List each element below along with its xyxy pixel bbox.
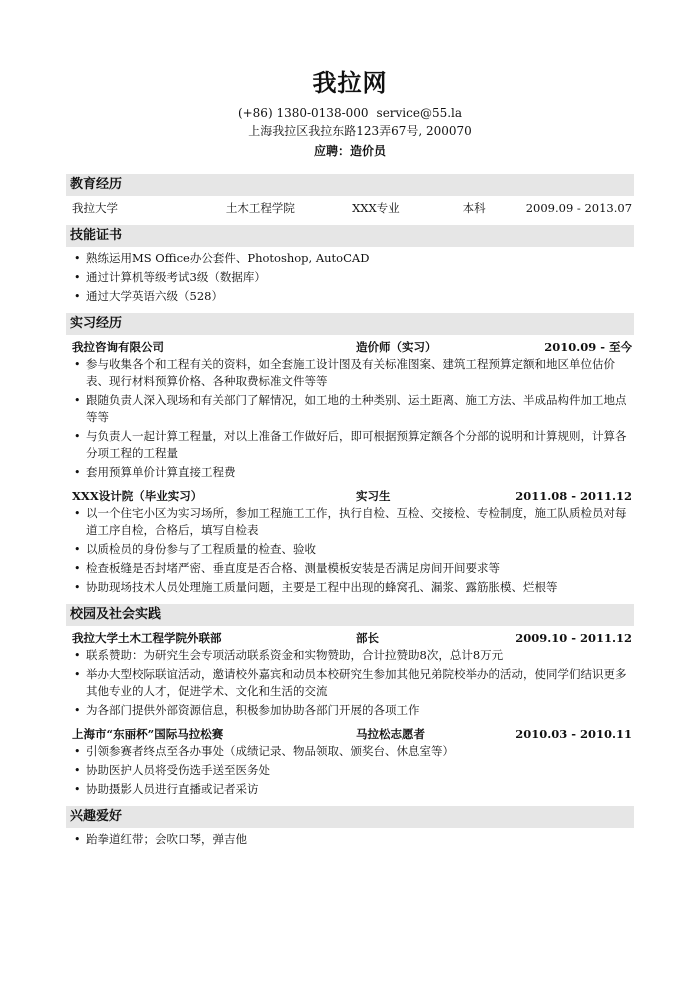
- bullet-icon: •: [74, 507, 81, 520]
- skills-list: [66, 250, 634, 305]
- organization-name: 我拉大学土木工程学院外联部: [72, 631, 222, 645]
- job-period: 2011.08 - 2011.12: [515, 489, 632, 503]
- list-item: • 跆拳道红带；会吹口琴，弹吉他: [74, 832, 247, 846]
- job-entry: [66, 629, 634, 719]
- list-item: • 以质检员的身份参与了工程质量的检查、验收: [74, 542, 316, 556]
- bullet-icon: •: [74, 394, 81, 407]
- duty-list: [66, 647, 634, 719]
- candidate-name: 我拉网: [312, 68, 388, 97]
- list-item: • 以一个住宅小区为实习场所，参加工程施工工作，执行自检、互检、交接检、专检制度，施工队质检员对每道工序自检，合格后，填写自检表: [74, 506, 627, 537]
- job-entry: [66, 487, 634, 596]
- list-item: • 协助摄影人员进行直播或记者采访: [74, 782, 259, 796]
- school-name: 我拉大学: [72, 201, 118, 215]
- hobbies-list: [66, 831, 634, 848]
- postal-address: 上海我拉区我拉东路123弄67号, 200070: [248, 124, 472, 138]
- job-role: 造价师（实习）: [356, 340, 437, 354]
- email-address: service@55.la: [376, 106, 463, 120]
- bullet-icon: •: [74, 704, 81, 717]
- list-item: • 引领参赛者终点至各办事处（成绩记录、物品领取、颁奖台、休息室等）: [74, 744, 454, 758]
- bullet-icon: •: [74, 466, 81, 479]
- job-header: [66, 487, 634, 505]
- list-item: • 联系赞助：为研究生会专项活动联系资金和实物赞助，合计拉赞助8次，总计8万元: [74, 648, 504, 662]
- college-name: 土木工程学院: [225, 201, 295, 215]
- job-period: 2010.09 - 至今: [544, 340, 632, 354]
- job-entry: [66, 338, 634, 481]
- bullet-icon: •: [74, 271, 81, 284]
- list-item: • 熟练运用MS Office办公套件、Photoshop, AutoCAD: [74, 251, 370, 265]
- section-title: 技能证书: [66, 225, 634, 247]
- job-role: 部长: [356, 631, 379, 645]
- list-item: • 跟随负责人深入现场和有关部门了解情况，如工地的土种类别、运土距离、施工方法、半成品构件加工地点等等: [74, 393, 627, 424]
- education-row: [66, 199, 634, 217]
- bullet-icon: •: [74, 649, 81, 662]
- list-item: • 检查板缝是否封堵严密、垂直度是否合格、测量模板安装是否满足房间开间要求等: [74, 561, 500, 575]
- list-item: • 为各部门提供外部资源信息，积极参加协助各部门开展的各项工作: [74, 703, 420, 717]
- job-header: [66, 338, 634, 356]
- company-name: XXX设计院（毕业实习）: [72, 489, 203, 503]
- list-item: • 举办大型校际联谊活动，邀请校外嘉宾和动员本校研究生参加其他兄弟院校举办的活动，使同学们结识更多其他专业的人才，促进学术、文化和生活的交流: [74, 667, 627, 698]
- bullet-icon: •: [74, 252, 81, 265]
- list-item: • 套用预算单价计算直接工程费: [74, 465, 236, 479]
- company-name: 我拉咨询有限公司: [72, 340, 164, 354]
- section-title: 校园及社会实践: [66, 604, 634, 626]
- education-period: 2009.09 - 2013.07: [525, 201, 633, 215]
- job-header: [66, 725, 634, 743]
- contact-line: [0, 104, 700, 122]
- hobbies-section: [66, 806, 634, 848]
- bullet-icon: •: [74, 764, 81, 777]
- skills-section: [66, 225, 634, 305]
- bullet-icon: •: [74, 668, 81, 681]
- major-name: XXX专业: [352, 201, 400, 215]
- list-item: • 通过计算机等级考试3级（数据库）: [74, 270, 266, 284]
- education-section: [66, 174, 634, 217]
- job-period: 2009.10 - 2011.12: [515, 631, 632, 645]
- bullet-icon: •: [74, 430, 81, 443]
- list-item: • 协助医护人员将受伤选手送至医务处: [74, 763, 270, 777]
- bullet-icon: •: [74, 543, 81, 556]
- section-title: 教育经历: [66, 174, 634, 196]
- organization-name: 上海市“东丽杯”国际马拉松赛: [72, 727, 224, 741]
- campus-section: [66, 604, 634, 798]
- bullet-icon: •: [74, 833, 81, 846]
- job-role: 马拉松志愿者: [356, 727, 425, 741]
- job-header: [66, 629, 634, 647]
- applied-position: 应聘：造价员: [313, 144, 386, 158]
- bullet-icon: •: [74, 358, 81, 371]
- job-period: 2010.03 - 2010.11: [515, 727, 632, 741]
- resume-body: [66, 174, 634, 856]
- bullet-icon: •: [74, 581, 81, 594]
- bullet-icon: •: [74, 745, 81, 758]
- section-title: 兴趣爱好: [66, 806, 634, 828]
- section-title: 实习经历: [66, 313, 634, 335]
- job-role: 实习生: [356, 489, 391, 503]
- list-item: • 通过大学英语六级（528）: [74, 289, 223, 303]
- duty-list: [66, 505, 634, 596]
- resume-header: [0, 0, 700, 160]
- internship-section: [66, 313, 634, 596]
- bullet-icon: •: [74, 290, 81, 303]
- degree: 本科: [462, 201, 486, 215]
- bullet-icon: •: [74, 783, 81, 796]
- phone-number: (+86) 1380-0138-000: [237, 106, 369, 120]
- duty-list: [66, 743, 634, 798]
- list-item: • 参与收集各个和工程有关的资料，如全套施工设计图及有关标准图案、建筑工程预算定额和地区单位估价表、现行材料预算价格、各种取费标准文件等等: [74, 357, 615, 388]
- bullet-icon: •: [74, 562, 81, 575]
- list-item: • 协助现场技术人员处理施工质量问题，主要是工程中出现的蜂窝孔、漏浆、露筋胀模、烂根等: [74, 580, 558, 594]
- duty-list: [66, 356, 634, 481]
- list-item: • 与负责人一起计算工程量，对以上准备工作做好后，即可根据预算定额各个分部的说明和计算规则，计算各分项工程的工程量: [74, 429, 627, 460]
- job-entry: [66, 725, 634, 798]
